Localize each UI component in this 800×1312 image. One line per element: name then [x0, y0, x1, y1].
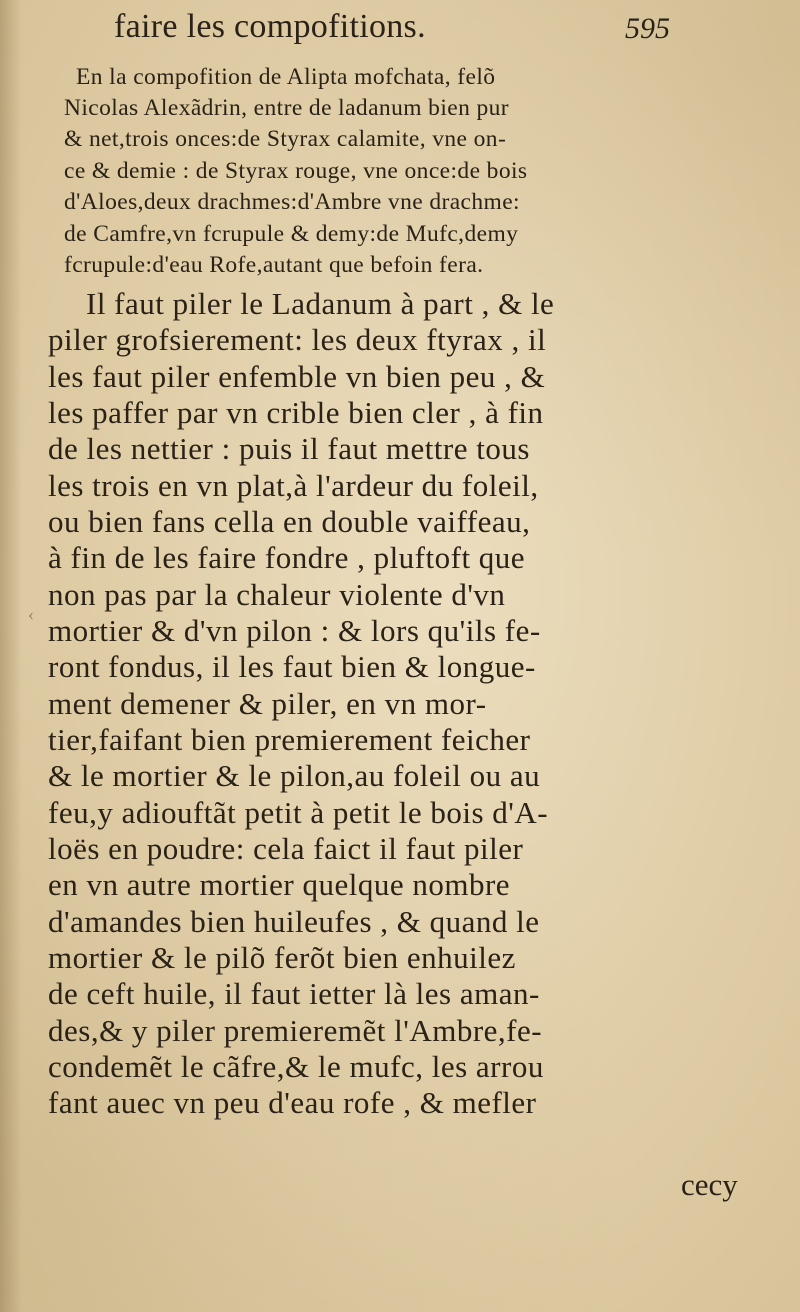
method-line: & le mortier & le pilon,au foleil ou au: [48, 758, 541, 793]
method-line: fant auec vn peu d'eau rofe , & mefler: [48, 1085, 537, 1120]
method-line: tier,faifant bien premierement feicher: [48, 722, 531, 757]
method-line: loës en poudre: cela faict il faut piler: [48, 831, 524, 866]
method-line: mortier & d'vn pilon : & lors qu'ils fe-: [48, 613, 541, 648]
method-line: condemẽt le cãfre,& le mufc, les arrou: [48, 1049, 544, 1084]
method-line: ront fondus, il les faut bien & longue-: [48, 649, 536, 684]
method-line: Il faut piler le Ladanum à part , & le: [86, 286, 555, 321]
method-line: ment demener & piler, en vn mor-: [48, 686, 487, 721]
method-line: piler grofsierement: les deux ftyrax , il: [48, 322, 547, 357]
method-line: mortier & le pilõ ferõt bien enhuilez: [48, 940, 516, 975]
method-line: les paffer par vn crible bien cler , à fin: [48, 395, 544, 430]
recipe-line: & net,trois onces:de Styrax calamite, vne on-: [64, 126, 507, 152]
method-line: les faut piler enfemble vn bien peu , &: [48, 359, 546, 394]
method-line: non pas par la chaleur violente d'vn: [48, 577, 506, 612]
recipe-line: Nicolas Alexãdrin, entre de ladanum bien pur: [64, 95, 510, 121]
page-number: 595: [625, 12, 670, 45]
method-line: des,& y piler premieremẽt l'Ambre,fe-: [48, 1013, 543, 1048]
recipe-line: ce & demie : de Styrax rouge, vne once:de bois: [64, 158, 528, 184]
method-line: d'amandes bien huileufes , & quand le: [48, 904, 540, 939]
catchword: cecy: [681, 1167, 738, 1202]
method-line: les trois en vn plat,à l'ardeur du foleil,: [48, 468, 539, 503]
method-line: de les nettier : puis il faut mettre tous: [48, 431, 530, 466]
method-line: de ceft huile, il faut ietter là les aman-: [48, 976, 540, 1011]
running-head-title: faire les compofitions.: [114, 8, 426, 45]
method-line: à fin de les faire fondre , pluftoft que: [48, 540, 526, 575]
recipe-line: d'Aloes,deux drachmes:d'Ambre vne drachme:: [64, 189, 520, 215]
method-line: en vn autre mortier quelque nombre: [48, 867, 511, 902]
margin-mark: ‹: [28, 604, 34, 624]
method-line: ou bien fans cella en double vaiffeau,: [48, 504, 531, 539]
recipe-line: fcrupule:d'eau Rofe,autant que befoin fera.: [64, 252, 484, 278]
method-line: feu,y adiouftãt petit à petit le bois d'A-: [48, 795, 549, 830]
recipe-line: de Camfre,vn fcrupule & demy:de Mufc,demy: [64, 221, 519, 247]
recipe-line: En la compofition de Alipta mofchata, felõ: [76, 64, 496, 90]
